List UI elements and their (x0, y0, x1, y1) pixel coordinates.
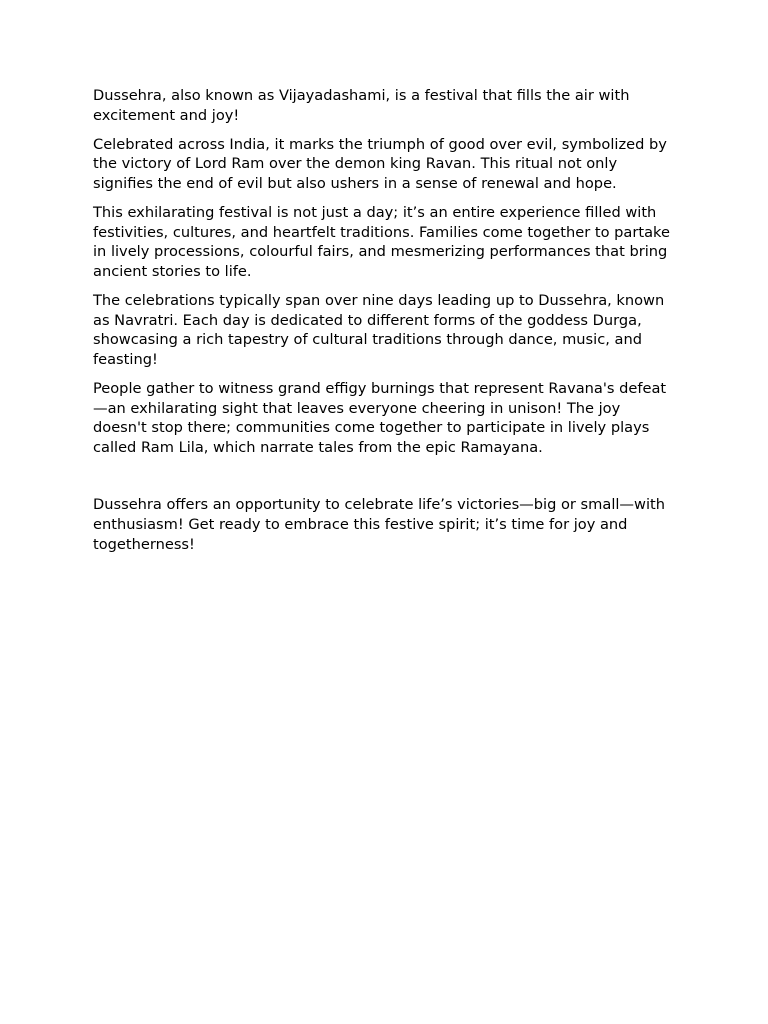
paragraph-festival-experience: This exhilarating festival is not just a day; it’s an entire experience filled with festivities, cultures, and heartfelt traditions. Families come together to partake in lively processions, colourful fairs, and mesmerizing performances that bring ancient stories to life. (93, 204, 670, 280)
document-page (93, 86, 678, 564)
paragraph-celebrated: Celebrated across India, it marks the triumph of good over evil, symbolized by the victory of Lord Ram over the demon king Ravan. This ritual not only signifies the end of evil but also ushers in a sense of renewal and hope. (93, 135, 667, 192)
paragraph-closing: Dussehra offers an opportunity to celebrate life’s victories—big or small—with enthusiasm! Get ready to embrace this festive spirit; it’s time for joy and togetherness! (93, 496, 665, 553)
paragraph-intro: Dussehra, also known as Vijayadashami, is a festival that fills the air with excitement and joy! (93, 87, 630, 124)
paragraph-effigy-burnings: People gather to witness grand effigy burnings that represent Ravana's defeat—an exhilarating sight that leaves everyone cheering in unison! The joy doesn't stop there; communities come together to participate in lively plays called Ram Lila, which narrate tales from the epic Ramayana. (93, 380, 667, 456)
paragraph-navratri: The celebrations typically span over nine days leading up to Dussehra, known as Navratri. Each day is dedicated to different forms of the goddess Durga, showcasing a rich tapestry of cultural traditions through dance, music, and feasting! (93, 292, 665, 368)
